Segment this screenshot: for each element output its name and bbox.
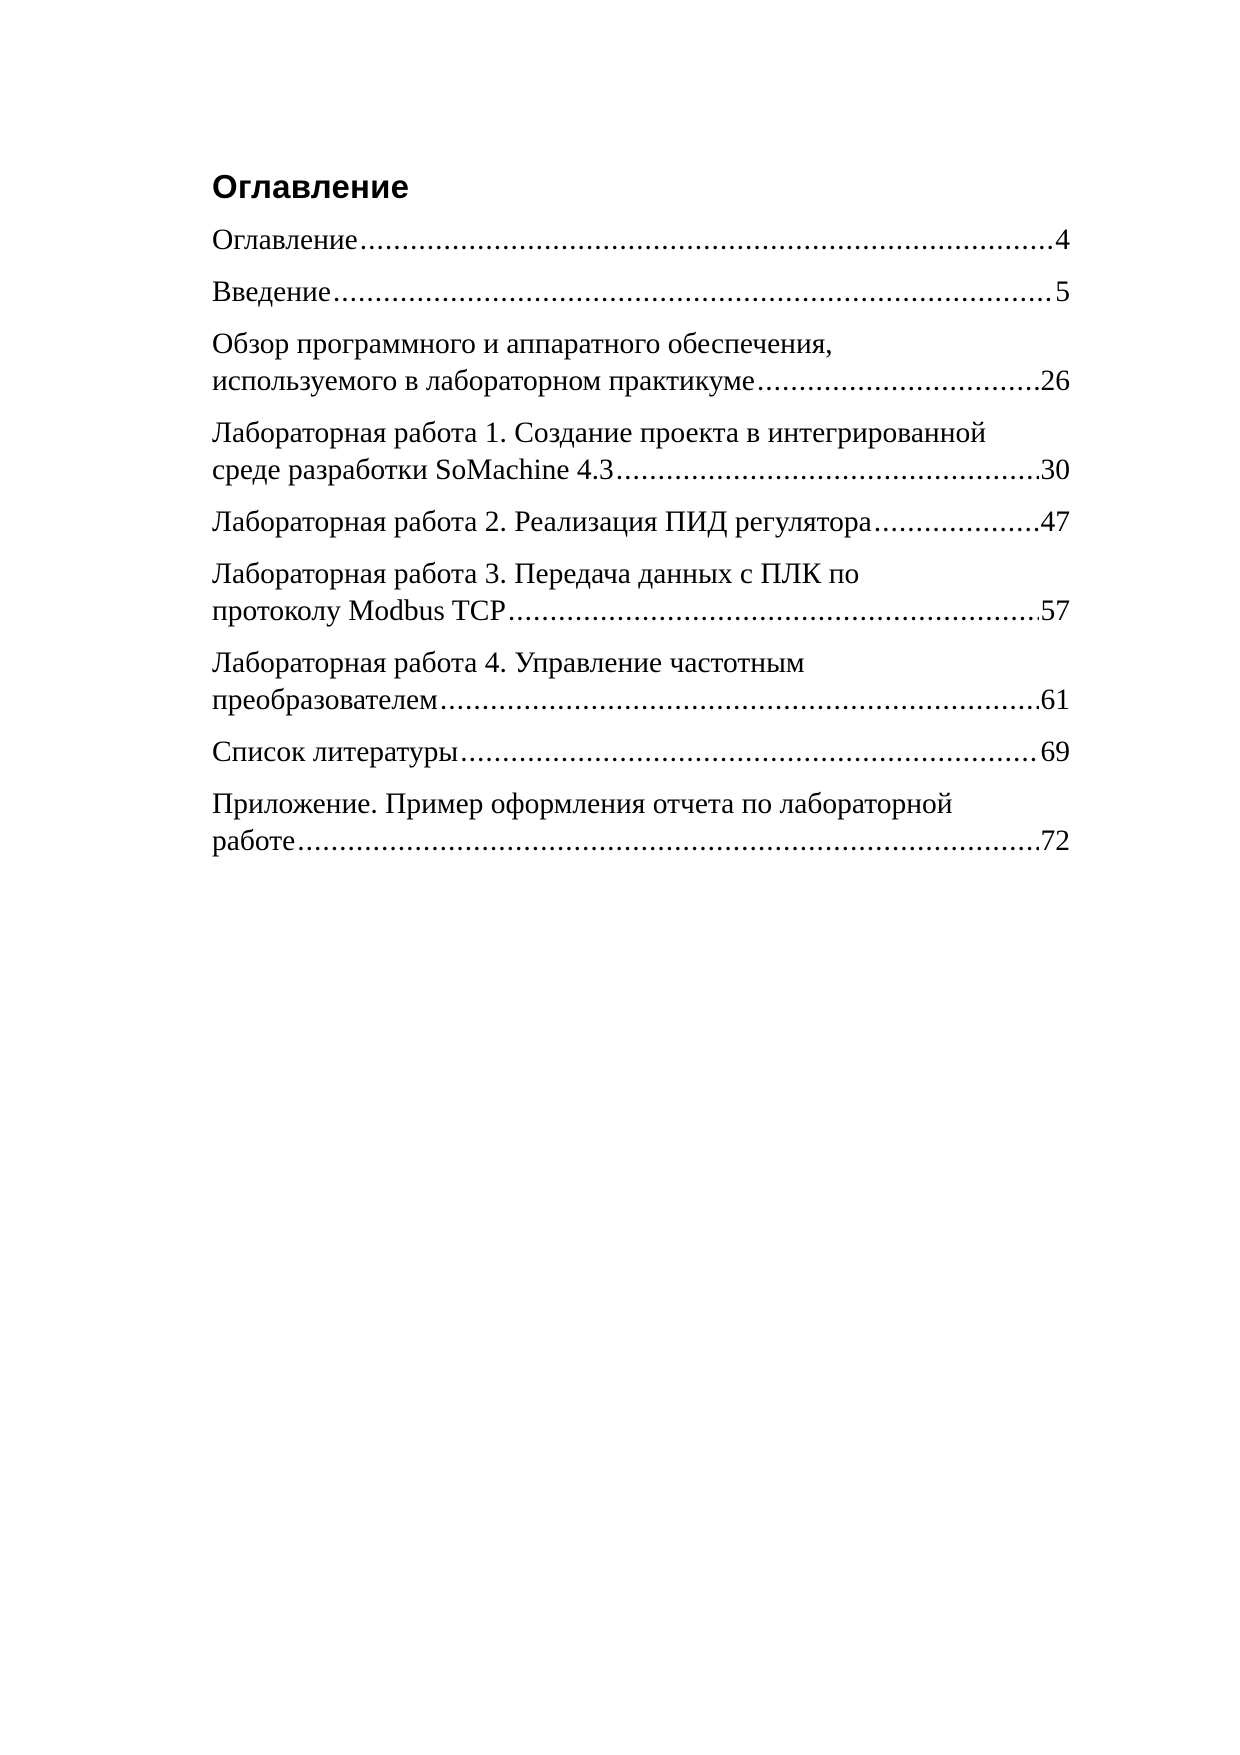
toc-entry-line — [212, 504, 1070, 541]
toc-dot-leader — [616, 452, 1039, 489]
toc-page-number: 4 — [1055, 224, 1070, 256]
toc-entry[interactable] — [212, 415, 1070, 489]
toc-dot-leader — [508, 593, 1039, 630]
toc-entry[interactable] — [212, 222, 1070, 259]
toc-entry-title-line: Обзор программного и аппаратного обеспечения, — [212, 328, 833, 360]
toc-entry-title: используемого в лабораторном практикуме — [212, 365, 755, 397]
toc-entry[interactable] — [212, 504, 1070, 541]
toc-page-number: 26 — [1040, 365, 1070, 397]
toc-list — [212, 222, 1070, 860]
toc-entry-title: преобразователем — [212, 684, 438, 716]
toc-page-number: 69 — [1040, 736, 1070, 768]
toc-page-number: 5 — [1055, 276, 1070, 308]
toc-entry-line — [212, 363, 1070, 400]
toc-entry-line — [212, 452, 1070, 489]
toc-page-number: 47 — [1040, 506, 1070, 538]
toc-heading: Оглавление — [212, 168, 410, 205]
toc-page-number: 72 — [1040, 825, 1070, 857]
toc-dot-leader — [874, 504, 1039, 541]
toc-dot-leader — [297, 823, 1038, 860]
toc-entry[interactable] — [212, 786, 1070, 860]
toc-entry[interactable] — [212, 645, 1070, 719]
toc-entry-title: среде разработки SoMachine 4.3 — [212, 454, 614, 486]
toc-entry[interactable] — [212, 326, 1070, 400]
toc-entry-title: протоколу Modbus TCP — [212, 595, 506, 627]
toc-entry-title: работе — [212, 825, 296, 857]
toc-dot-leader — [333, 274, 1053, 311]
toc-entry-line — [212, 734, 1070, 771]
toc-entry-title: Лабораторная работа 2. Реализация ПИД регулятора — [212, 506, 872, 538]
toc-entry-line — [212, 682, 1070, 719]
document-page — [212, 168, 1070, 875]
toc-page-number: 57 — [1040, 595, 1070, 627]
toc-entry-line — [212, 823, 1070, 860]
toc-entry-line — [212, 593, 1070, 630]
toc-entry-line — [212, 274, 1070, 311]
toc-entry-title-line: Лабораторная работа 1. Создание проекта в интегрированной — [212, 417, 987, 449]
toc-page-number: 30 — [1040, 454, 1070, 486]
toc-entry[interactable] — [212, 274, 1070, 311]
toc-entry-title: Введение — [212, 276, 331, 308]
toc-entry-title: Оглавление — [212, 224, 358, 256]
toc-dot-leader — [440, 682, 1039, 719]
toc-page-number: 61 — [1040, 684, 1070, 716]
toc-dot-leader — [757, 363, 1039, 400]
toc-entry-line — [212, 222, 1070, 259]
toc-entry[interactable] — [212, 556, 1070, 630]
toc-dot-leader — [460, 734, 1038, 771]
toc-entry-title-line: Лабораторная работа 4. Управление частотным — [212, 647, 805, 679]
toc-entry-title-line: Приложение. Пример оформления отчета по лабораторной — [212, 788, 953, 820]
toc-entry[interactable] — [212, 734, 1070, 771]
toc-entry-title: Список литературы — [212, 736, 459, 768]
toc-dot-leader — [360, 222, 1054, 259]
toc-entry-title-line: Лабораторная работа 3. Передача данных с ПЛК по — [212, 558, 860, 590]
